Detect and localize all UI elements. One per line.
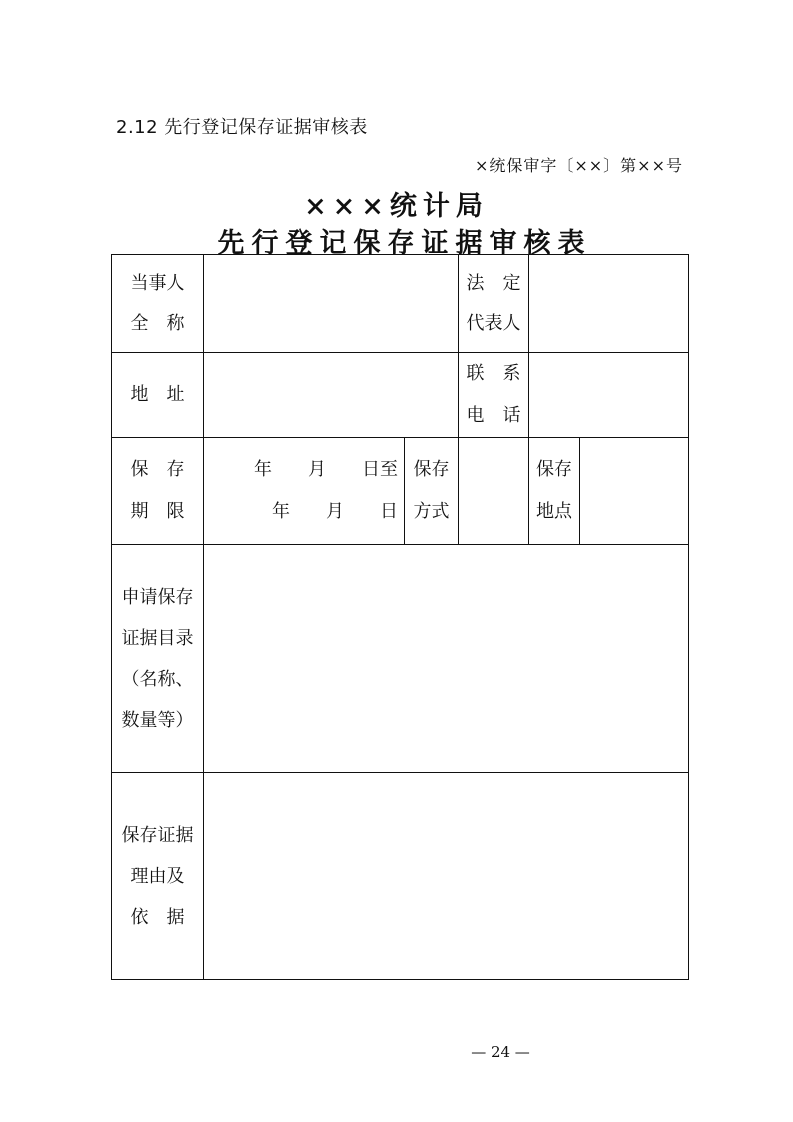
- reason-field[interactable]: [204, 773, 689, 980]
- storage-method-field[interactable]: [459, 438, 529, 545]
- address-row: [112, 353, 689, 438]
- storage-period-field[interactable]: [204, 438, 405, 545]
- storage-row: [112, 438, 689, 545]
- storage-method-label: 保存 方式: [405, 438, 459, 545]
- evidence-list-field[interactable]: [204, 545, 689, 773]
- form-title: 先行登记保存证据审核表: [217, 228, 592, 259]
- evidence-list-row: [112, 545, 689, 773]
- party-name-field[interactable]: [204, 255, 459, 353]
- address-field[interactable]: [204, 353, 459, 438]
- evidence-list-label: 申请保存 证据目录 （名称、 数量等）: [112, 545, 204, 773]
- storage-period-label: 保 存 期 限: [112, 438, 204, 545]
- period-end-date: 年 月 日: [272, 501, 398, 522]
- document-number: ×统保审字〔××〕第××号: [474, 156, 683, 175]
- organization-title: ×××统计局: [304, 191, 489, 222]
- storage-place-label: 保存 地点: [529, 438, 580, 545]
- review-form-table: [111, 254, 689, 980]
- reason-row: [112, 773, 689, 980]
- period-start-date: 年 月 日至: [254, 459, 398, 480]
- phone-label: 联 系 电 话: [459, 353, 529, 438]
- legal-representative-label: 法 定 代表人: [459, 255, 529, 353]
- section-heading: 2.12 先行登记保存证据审核表: [116, 117, 368, 138]
- page-number: — 24 —: [471, 1043, 530, 1061]
- storage-place-field[interactable]: [580, 438, 689, 545]
- reason-label: 保存证据 理由及 依 据: [112, 773, 204, 980]
- party-row: [112, 255, 689, 353]
- address-label: 地 址: [112, 353, 204, 438]
- party-name-label: 当事人 全 称: [112, 255, 204, 353]
- phone-field[interactable]: [529, 353, 689, 438]
- legal-representative-field[interactable]: [529, 255, 689, 353]
